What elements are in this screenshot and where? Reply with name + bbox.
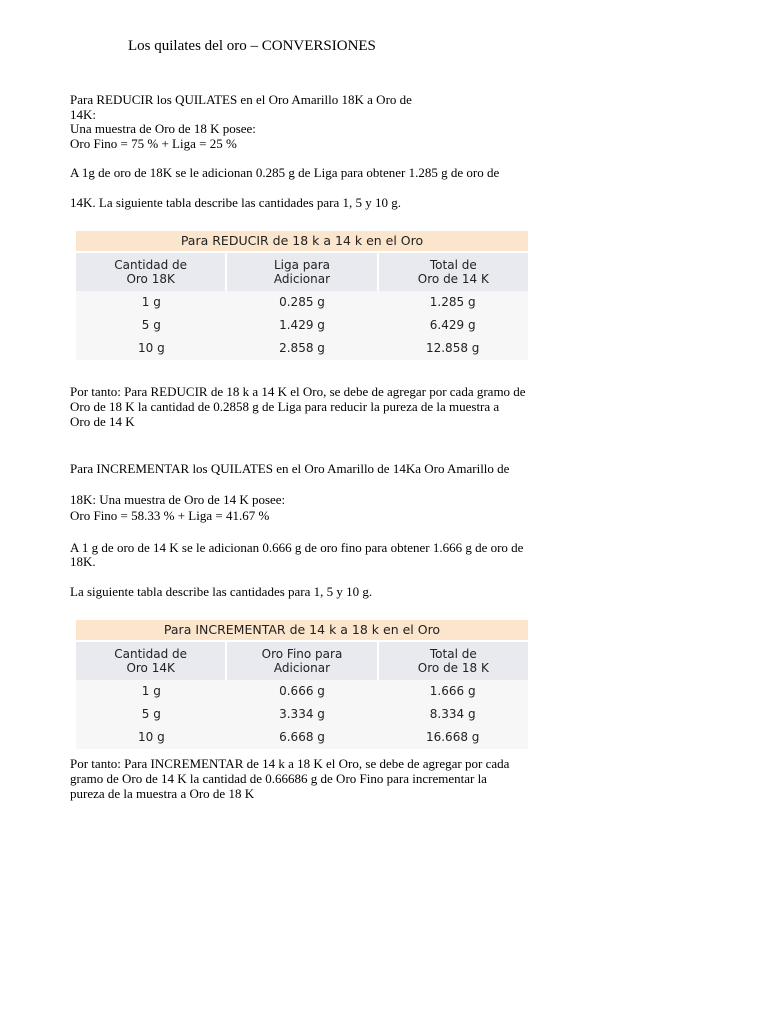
reduce-conclusion-line-3: Oro de 14 K bbox=[70, 414, 135, 429]
increase-paragraph-line-2: 18K. bbox=[70, 554, 96, 569]
reduce-conclusion-line-1: Por tanto: Para REDUCIR de 18 k a 14 K el Oro, se debe de agregar por cada gramo de bbox=[70, 384, 526, 399]
table-cell: 1.429 g bbox=[279, 318, 325, 332]
table-cell: 3.334 g bbox=[279, 707, 325, 721]
table-cell: 10 g bbox=[137, 341, 165, 355]
table-cell: 0.285 g bbox=[279, 295, 325, 309]
table-cell: 6.429 g bbox=[429, 318, 476, 332]
reduce-table-title: Para REDUCIR de 18 k a 14 k en el Oro bbox=[76, 231, 528, 251]
table-cell: 2.858 g bbox=[279, 341, 325, 355]
reduce-table-header-cell: Cantidad de Oro 18K bbox=[76, 253, 227, 291]
increase-table-header bbox=[76, 642, 528, 680]
increase-conclusion-line-1: Por tanto: Para INCREMENTAR de 14 k a 18 K el Oro, se debe de agregar por cada bbox=[70, 756, 510, 771]
table-row bbox=[76, 703, 528, 726]
increase-intro-line-3: Oro Fino = 58.33 % + Liga = 41.67 % bbox=[70, 508, 270, 523]
reduce-table-header-cell: Total de Oro de 14 K bbox=[417, 258, 489, 286]
table-cell: 8.334 g bbox=[429, 707, 476, 721]
table-cell: 12.858 g bbox=[425, 341, 480, 355]
increase-table bbox=[76, 620, 528, 749]
table-cell: 16.668 g bbox=[425, 730, 480, 744]
increase-table-header-cell: Oro Fino para Adicionar bbox=[227, 642, 378, 680]
increase-paragraph-line-3: La siguiente tabla describe las cantidades para 1, 5 y 10 g. bbox=[70, 584, 373, 599]
table-cell: 1.666 g bbox=[429, 684, 476, 698]
table-cell: 0.666 g bbox=[279, 684, 325, 698]
table-cell: 10 g bbox=[137, 730, 165, 744]
reduce-table-header bbox=[76, 253, 528, 291]
table-row bbox=[76, 291, 528, 314]
increase-table-title: Para INCREMENTAR de 14 k a 18 k en el Oro bbox=[76, 620, 528, 640]
table-cell: 5 g bbox=[141, 707, 161, 721]
reduce-intro-line-2: 14K: bbox=[70, 107, 96, 122]
increase-conclusion-line-2: gramo de Oro de 14 K la cantidad de 0.66686 g de Oro Fino para incrementar la bbox=[70, 771, 487, 786]
reduce-paragraph-line-1: A 1g de oro de 18K se le adicionan 0.285 g de Liga para obtener 1.285 g de oro de bbox=[70, 165, 500, 180]
increase-paragraph-line-1: A 1 g de oro de 14 K se le adicionan 0.666 g de oro fino para obtener 1.666 g de oro de bbox=[70, 540, 524, 555]
table-cell: 6.668 g bbox=[279, 730, 325, 744]
increase-conclusion-line-3: pureza de la muestra a Oro de 18 K bbox=[70, 786, 255, 801]
reduce-intro-line-3: Una muestra de Oro de 18 K posee: bbox=[70, 121, 256, 136]
increase-intro-line-1: Para INCREMENTAR los QUILATES en el Oro Amarillo de 14Ka Oro Amarillo de bbox=[70, 461, 510, 476]
table-cell: 1 g bbox=[141, 684, 161, 698]
reduce-table bbox=[76, 231, 528, 360]
table-cell: 1.285 g bbox=[429, 295, 476, 309]
table-cell: 5 g bbox=[141, 318, 161, 332]
increase-table-body bbox=[76, 680, 528, 749]
reduce-intro-line-1: Para REDUCIR los QUILATES en el Oro Amarillo 18K a Oro de bbox=[70, 92, 412, 107]
table-row bbox=[76, 337, 528, 360]
increase-intro-line-2: 18K: Una muestra de Oro de 14 K posee: bbox=[70, 492, 286, 507]
reduce-table-body bbox=[76, 291, 528, 360]
increase-table-header-cell: Cantidad de Oro 14K bbox=[76, 642, 227, 680]
table-row bbox=[76, 680, 528, 703]
table-row bbox=[76, 726, 528, 749]
reduce-intro-line-4: Oro Fino = 75 % + Liga = 25 % bbox=[70, 136, 237, 151]
table-row bbox=[76, 314, 528, 337]
reduce-table-header-cell: Liga para Adicionar bbox=[227, 253, 378, 291]
table-cell: 1 g bbox=[141, 295, 161, 309]
increase-table-header-cell: Total de Oro de 18 K bbox=[417, 647, 489, 675]
reduce-conclusion-line-2: Oro de 18 K la cantidad de 0.2858 g de Liga para reducir la pureza de la muestra a bbox=[70, 399, 500, 414]
page-title: Los quilates del oro – CONVERSIONES bbox=[128, 38, 376, 54]
reduce-paragraph-line-2: 14K. La siguiente tabla describe las cantidades para 1, 5 y 10 g. bbox=[70, 195, 402, 210]
